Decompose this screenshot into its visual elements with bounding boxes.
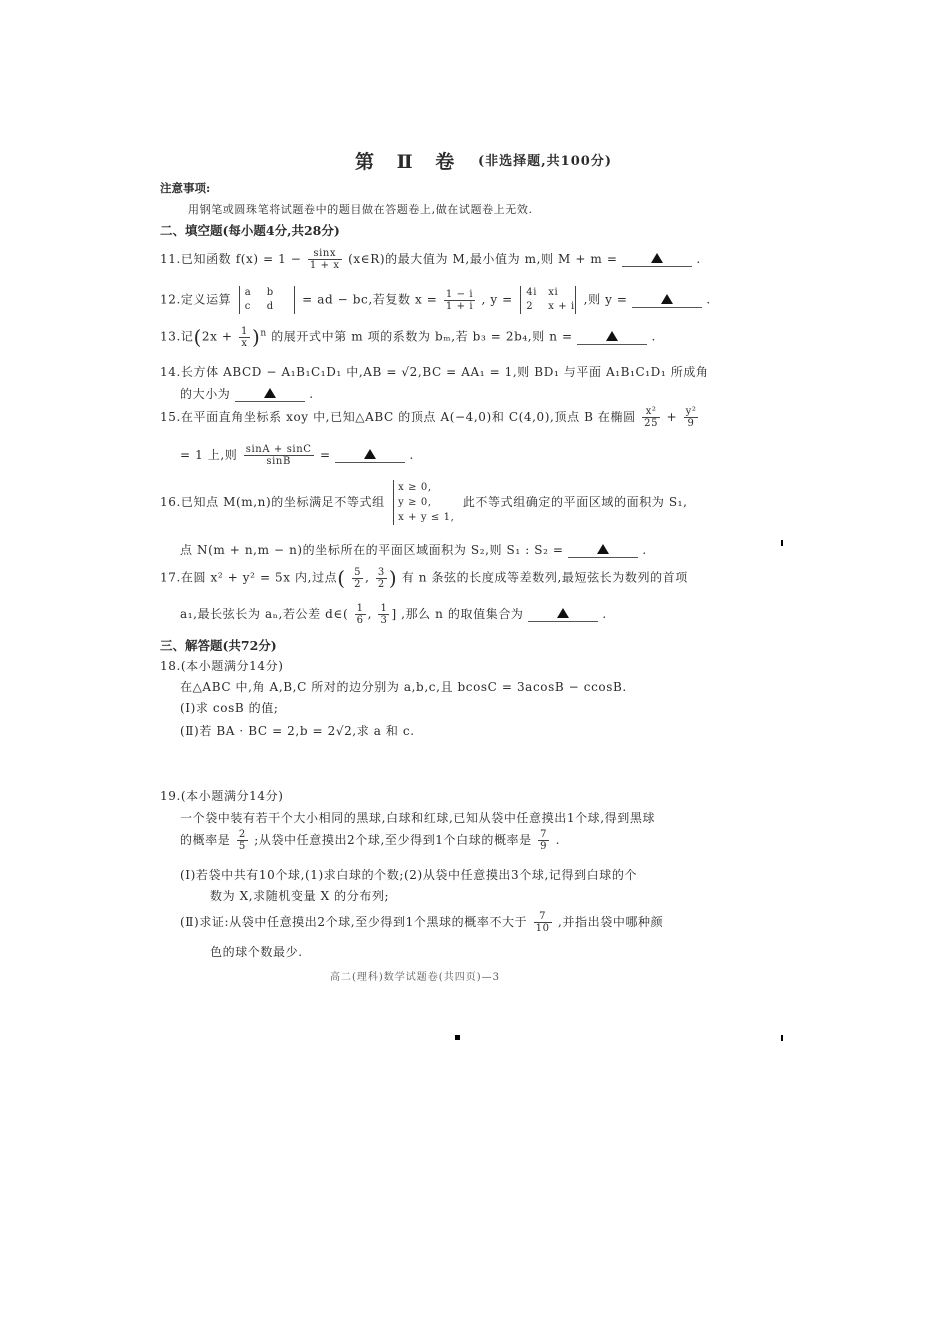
page-footer: 高二(理科)数学试题卷(共四页)—3 — [330, 972, 500, 983]
fraction: $\frac{\text{x²}}{25}$ — [644, 406, 659, 429]
determinant: 4i xi 2 x + i — [520, 286, 576, 314]
notice-label: 注意事项: — [160, 181, 211, 195]
fraction: $\frac{7}{9}$ — [540, 829, 548, 852]
answer-blank — [577, 330, 647, 345]
fraction: $\frac{7}{10}$ — [535, 911, 550, 934]
question-11: 11.已知函数 f(x) = 1 − $\frac{\sin x}{1 + x}$ (x∈R)的最大值为 M,最小值为 m,则 M + m = . — [160, 248, 701, 271]
question-13: 13.记(2x + $\frac{1}{x}$ )$^n$ 的展开式中第 m 项的系数为 bₘ,若 b₃ = 2b₄,则 n = . — [160, 325, 656, 349]
page-subtitle: (非选择题,共100分) — [478, 154, 612, 169]
section-solve-header: 三、解答题(共72分) — [160, 638, 277, 653]
triangle-icon — [606, 331, 618, 341]
question-15-line-1: 15.在平面直角坐标系 xoy 中,已知△ABC 的顶点 A(−4,0)和 C(4,0),顶点 B 在椭圆 $\frac{\text{x²}}{25}$ + $\frac{\text{y²}}{9}$ — [160, 406, 697, 429]
fraction: $\frac{1}{6}$ — [356, 603, 364, 626]
question-18-part-1: (Ⅰ)求 cosB 的值; — [180, 701, 279, 715]
answer-blank — [235, 387, 305, 402]
inequality-system: x ≥ 0, y ≥ 0, x + y ≤ 1, — [393, 480, 454, 525]
answer-blank — [528, 607, 598, 622]
page-title: 第 Ⅱ 卷 — [355, 151, 463, 173]
question-14-line-2: 的大小为 . — [180, 387, 314, 401]
question-16-line-1: 16.已知点 M(m,n)的坐标满足不等式组 x ≥ 0, y ≥ 0, x + y ≤ 1, 此不等式组确定的平面区域的面积为 S₁, — [160, 482, 688, 523]
question-18-stem: 在△ABC 中,角 A,B,C 所对的边分别为 a,b,c,且 bcosC = 3acosB − ccosB. — [180, 680, 627, 694]
fraction: $\frac{\text{y²}}{9}$ — [685, 406, 697, 429]
notice-text: 用钢笔或圆珠笔将试题卷中的题目做在答题卷上,做在试题卷上无效. — [188, 203, 533, 216]
question-19-line-1: 一个袋中装有若干个大小相同的黑球,白球和红球,已知从袋中任意摸出1个球,得到黑球 — [180, 811, 656, 825]
fraction: $\frac{\sin A + \sin C}{\sin B}$ — [245, 444, 312, 467]
fraction: $\frac{2}{5}$ — [238, 829, 246, 852]
question-19-head: 19.(本小题满分14分) — [160, 789, 284, 803]
question-14-line-1: 14.长方体 ABCD − A₁B₁C₁D₁ 中,AB = √2,BC = AA₁ = 1,则 BD₁ 与平面 A₁B₁C₁D₁ 所成角 — [160, 365, 709, 379]
question-12: 12.定义运算 a b c d = ad − bc,若复数 x = $\frac{1 - i}{1 + i}$ , y = 4i xi 2 x + i ,则 y = . — [160, 287, 711, 312]
triangle-icon — [264, 388, 276, 398]
fraction: $\frac{5}{2}$ — [354, 566, 362, 590]
question-18-head: 18.(本小题满分14分) — [160, 659, 284, 673]
fraction: $\frac{3}{2}$ — [377, 566, 385, 590]
question-19-part-1b: 数为 X,求随机变量 X 的分布列; — [210, 889, 390, 903]
question-16-line-2: 点 N(m + n,m − n)的坐标所在的平面区域面积为 S₂,则 S₁ : S₂ = . — [180, 543, 647, 557]
fraction: $\frac{\sin x}{1 + x}$ — [309, 248, 340, 271]
triangle-icon — [557, 608, 569, 618]
question-15-line-2: = 1 上,则 $\frac{\sin A + \sin C}{\sin B}$ = . — [180, 444, 414, 467]
fraction: $\frac{1}{x}$ — [240, 325, 248, 349]
answer-blank — [622, 252, 692, 267]
triangle-icon — [651, 253, 663, 263]
question-19-part-2a: (Ⅱ)求证:从袋中任意摸出2个球,至少得到1个黑球的概率不大于 $\frac{7}{10}$ ,并指出袋中哪种颜 — [180, 911, 664, 934]
fraction: $\frac{1 - i}{1 + i}$ — [445, 288, 474, 312]
question-19-part-2b: 色的球个数最少. — [210, 945, 303, 959]
triangle-icon — [597, 544, 609, 554]
answer-blank — [568, 543, 638, 558]
scan-speck — [781, 1035, 783, 1041]
scan-speck — [781, 540, 783, 546]
fraction: $\frac{1}{3}$ — [380, 603, 388, 626]
section-fill-in-header: 二、填空题(每小题4分,共28分) — [160, 223, 340, 238]
question-19-line-2: 的概率是 $\frac{2}{5}$ ;从袋中任意摸出2个球,至少得到1个白球的概率是 $\frac{7}{9}$ . — [180, 829, 560, 852]
triangle-icon — [364, 449, 376, 459]
question-19-part-1a: (Ⅰ)若袋中共有10个球,(1)求白球的个数;(2)从袋中任意摸出3个球,记得到白球的个 — [180, 868, 638, 882]
question-18-part-2: (Ⅱ)若 BA · BC = 2,b = 2√2,求 a 和 c. — [180, 724, 415, 738]
question-17-line-2: a₁,最长弦长为 aₙ,若公差 d∈( $\frac{1}{6}$ , $\frac{1}{3}$ ] ,那么 n 的取值集合为 . — [180, 603, 607, 626]
answer-blank — [632, 293, 702, 308]
scan-speck — [455, 1035, 460, 1040]
determinant: a b c d — [239, 286, 295, 314]
triangle-icon — [661, 294, 673, 304]
question-17-line-1: 17.在圆 x² + y² = 5x 内,过点( $\frac{5}{2}$ , $\frac{3}{2}$ ) 有 n 条弦的长度成等差数列,最短弦长为数列的首项 — [160, 566, 688, 590]
answer-blank — [335, 448, 405, 463]
